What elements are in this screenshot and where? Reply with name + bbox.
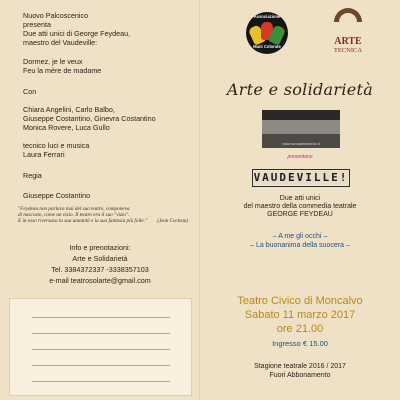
play-name-2: – La buonanima della suocera – [250, 242, 350, 249]
venue: Teatro Civico di Moncalvo [237, 295, 363, 307]
tech-name: Laura Ferrari [23, 150, 65, 159]
cast-line-1: Chiara Angelini, Carlo Balbo, [23, 105, 115, 114]
photo-band [262, 120, 340, 134]
info-email[interactable]: e-mail teatrosolarte@gmail.com [49, 276, 151, 285]
photo-band [262, 110, 340, 120]
tech-label: tecnico luci e musica [23, 141, 90, 150]
ticket-price: Ingresso € 15.00 [272, 339, 328, 348]
cast-line-2: Giuseppe Costantino, Ginevra Costantino [23, 114, 156, 123]
quote-line-3: E in esso riversava la sua umanità e la sua fantasia più folle." [18, 218, 148, 225]
play-title-1: Dormez, je le veux [23, 57, 83, 66]
regia-label: Regia [23, 171, 42, 180]
cocteau-quote [18, 206, 188, 225]
arch-icon [334, 8, 362, 22]
quote-author: (Jean Cocteau) [157, 219, 188, 225]
quote-line-2: di nascosto, come un vizio. Il teatro era il suo "vizio". [18, 212, 130, 219]
regia-name: Giuseppe Costantino [23, 191, 91, 200]
quote-line-1: "Feydeau non parlava mai del suo teatro, componeva [18, 206, 130, 212]
season-note: Fuori Abbonamento [269, 372, 331, 379]
arte-logo-line-2: TECNICA [333, 47, 363, 54]
play-name-1: – A me gli occhi – [272, 233, 328, 240]
subtitle-line-2: del maestro della commedia teatrale [243, 203, 357, 210]
address-line [32, 333, 170, 334]
cast-label: Con [23, 87, 37, 96]
event-time: ore 21.00 [276, 323, 324, 335]
intro-line-4: maestro del Vaudeville: [23, 38, 98, 47]
play-title-2: Feu la mère de madame [23, 66, 102, 75]
intro-line-2: presenta [23, 20, 51, 29]
stage-photo [262, 110, 340, 148]
address-line [32, 365, 170, 366]
address-line [32, 317, 170, 318]
association-logo-text-bottom: Mani Colorate [253, 44, 281, 49]
right-panel [200, 0, 400, 400]
subtitle-line-1: Due atti unici [279, 195, 321, 202]
association-logo-text-top: Associazione [253, 14, 281, 19]
info-phone[interactable]: Tel. 3384372337 -3338357103 [51, 265, 149, 274]
address-line [32, 381, 170, 382]
presents-label: presentano [287, 154, 313, 160]
arte-tecnica-logo [328, 8, 368, 56]
cast-line-3: Monica Rovere, Luca Gullo [23, 123, 110, 132]
info-org: Arte e Solidarietà [72, 254, 128, 263]
season-label: Stagione teatrale 2016 / 2017 [254, 363, 346, 370]
author-name: GEORGE FEYDEAU [267, 211, 333, 218]
organizer-script-title: Arte e solidarietà [226, 80, 374, 99]
address-line [32, 349, 170, 350]
intro-line-1: Nuovo Palcoscenico [23, 11, 89, 20]
intro-line-3: Due atti unici di George Feydeau, [23, 29, 131, 38]
photo-url: www.nuovopalcoscenico.it [282, 142, 320, 146]
show-title: VAUDEVILLE! [252, 169, 350, 187]
association-logo [246, 12, 288, 54]
info-label: Info e prenotazioni: [69, 243, 131, 252]
arte-logo-line-1: ARTE [334, 36, 362, 47]
address-box [9, 298, 192, 396]
event-date: Sabato 11 marzo 2017 [244, 309, 356, 321]
